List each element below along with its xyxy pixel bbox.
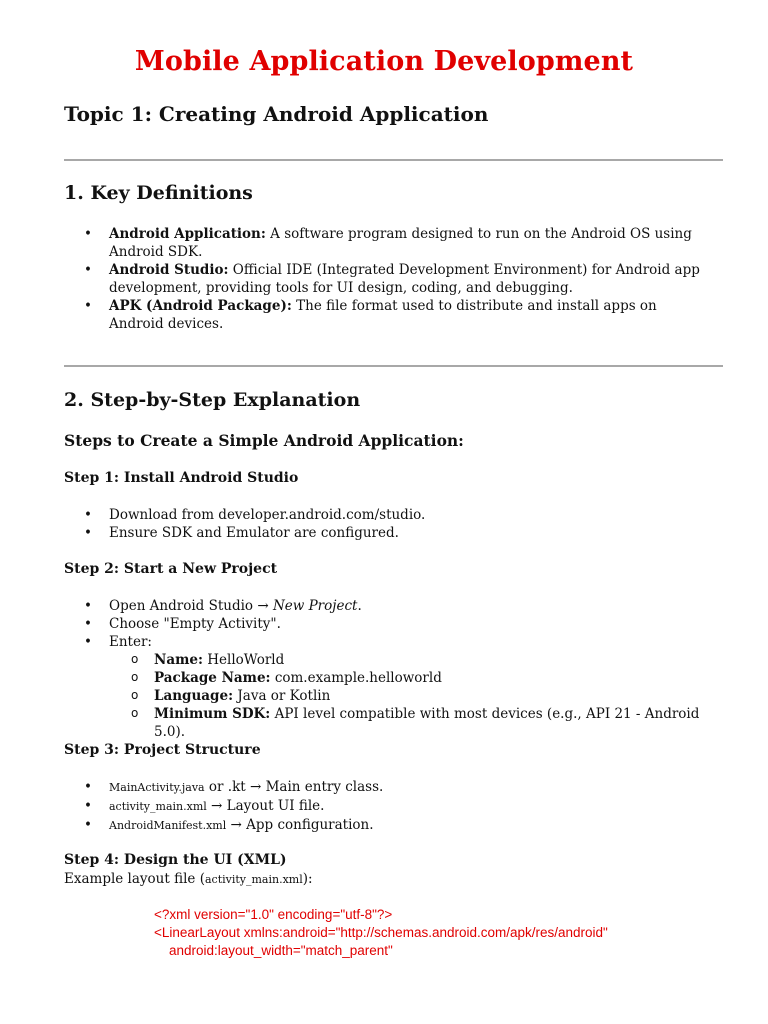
field-term: Minimum SDK: [154, 706, 271, 722]
step4-intro [64, 870, 313, 889]
step2-list [64, 597, 709, 741]
field-text: HelloWorld [202, 652, 285, 668]
list-text: . [357, 598, 362, 614]
field-term: Name: [154, 652, 203, 668]
step4-heading: Step 4: Design the UI (XML) [64, 852, 287, 868]
list-item: • Choose "Empty Activity". [64, 615, 709, 633]
file-name: MainActivity.java [109, 781, 205, 794]
topic-heading: Topic 1: Creating Android Application [64, 102, 489, 126]
sub-list [109, 651, 709, 741]
list-text: Open Android Studio → [109, 598, 273, 614]
file-name: activity_main.xml [109, 800, 207, 813]
field-text: Java or Kotlin [233, 688, 331, 704]
list-item [64, 797, 709, 816]
code-line: android:layout_width="match_parent" [154, 943, 393, 958]
step1-heading: Step 1: Install Android Studio [64, 470, 299, 486]
file-name: AndroidManifest.xml [109, 819, 227, 832]
list-item: • Download from developer.android.com/studio. [64, 506, 709, 524]
section1-heading: 1. Key Definitions [64, 182, 253, 204]
list-text: → Layout UI file. [206, 798, 325, 814]
list-item [64, 633, 709, 741]
section2-subheading: Steps to Create a Simple Android Application: [64, 431, 464, 450]
divider [64, 159, 723, 161]
definitions-list [64, 225, 709, 333]
intro-text: Example layout file ( [64, 871, 205, 887]
intro-text: ): [302, 871, 313, 887]
list-item [64, 816, 709, 835]
list-text: or .kt → Main entry class. [204, 779, 384, 795]
sub-list-item [109, 705, 709, 741]
list-item [64, 297, 709, 333]
list-text: → App configuration. [226, 817, 374, 833]
definition-text: The file format used to distribute and install apps on Android devices. [109, 298, 657, 332]
code-line: <LinearLayout xmlns:android="http://schemas.android.com/apk/res/android" [154, 925, 608, 940]
list-text: Enter: [109, 634, 152, 650]
code-line: <?xml version="1.0" encoding="utf-8"?> [154, 907, 393, 922]
step3-list [64, 778, 709, 835]
field-text: API level compatible with most devices (e.g., API 21 - Android 5.0). [154, 706, 700, 740]
step2-heading: Step 2: Start a New Project [64, 561, 278, 577]
definition-term: Android Studio: [109, 262, 229, 278]
field-term: Language: [154, 688, 234, 704]
list-item: • Ensure SDK and Emulator are configured. [64, 524, 709, 542]
list-item [64, 597, 709, 615]
file-name: activity_main.xml [204, 873, 303, 886]
definition-text: Official IDE (Integrated Development Environment) for Android app development, providing tools for UI design, coding, and debugging. [109, 262, 700, 296]
list-item [64, 225, 709, 261]
list-item [64, 778, 709, 797]
step1-list [64, 506, 709, 542]
section2-heading: 2. Step-by-Step Explanation [64, 389, 361, 411]
step3-heading: Step 3: Project Structure [64, 742, 261, 758]
list-text-italic: New Project [272, 598, 358, 614]
sub-list-item [109, 669, 709, 687]
field-text: com.example.helloworld [270, 670, 442, 686]
divider [64, 365, 723, 367]
definition-term: Android Application: [109, 226, 266, 242]
definition-term: APK (Android Package): [109, 298, 292, 314]
code-block [154, 906, 608, 960]
field-term: Package Name: [154, 670, 271, 686]
sub-list-item [109, 651, 709, 669]
list-item [64, 261, 709, 297]
definition-text: A software program designed to run on the Android OS using Android SDK. [109, 226, 692, 260]
sub-list-item [109, 687, 709, 705]
document-title: Mobile Application Development [134, 46, 634, 77]
